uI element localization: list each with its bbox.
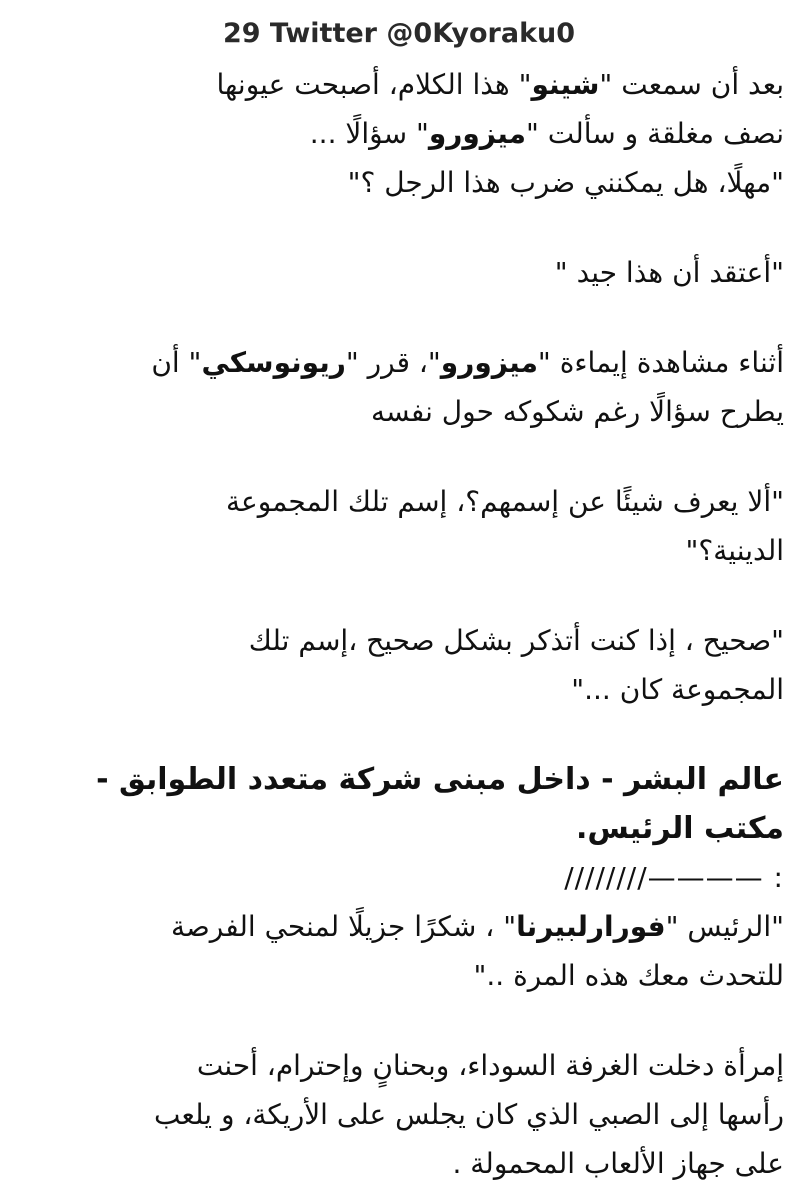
paragraph-gap (22, 207, 784, 248)
text-segment: الدينية؟" (685, 534, 784, 567)
text-line (22, 951, 784, 1000)
text-line (22, 616, 784, 665)
text-segment: "صحيح ، إذا كنت أتذكر بشكل صحيح ،إسم تلك (248, 624, 784, 657)
bold-name: ميزورو (428, 117, 526, 150)
text-line (22, 853, 784, 902)
scene-divider: ////////———— : (564, 861, 784, 894)
text-segment: رأسها إلى الصبي الذي كان يجلس على الأريكة، و يلعب (154, 1098, 784, 1131)
text-line (22, 1041, 784, 1090)
text-segment: أثناء مشاهدة إيماءة " (537, 346, 784, 379)
paragraph (22, 616, 784, 714)
text-segment: للتحدث معك هذه المرة .." (473, 959, 784, 992)
text-segment: " أن (151, 346, 202, 379)
paragraph-gap (22, 1000, 784, 1041)
text-line (22, 60, 784, 109)
paragraph (22, 1041, 784, 1188)
paragraph-gap (22, 436, 784, 477)
text-line (22, 1139, 784, 1188)
text-line (22, 1090, 784, 1139)
text-segment: يطرح سؤالًا رغم شكوكه حول نفسه (370, 395, 784, 428)
paragraph (22, 477, 784, 575)
text-segment: إمرأة دخلت الغرفة السوداء، وبحنانٍ وإحترام، أحنت (196, 1049, 784, 1082)
bold-name: ميزورو (440, 346, 538, 379)
paragraph-gap (22, 575, 784, 616)
text-line (22, 477, 784, 526)
bold-name: عالم البشر - داخل مبنى شركة متعدد الطوابق - (96, 762, 784, 797)
text-segment: "مهلًا، هل يمكنني ضرب هذا الرجل ؟" (347, 166, 784, 199)
text-line (22, 526, 784, 575)
text-line (22, 755, 784, 804)
story-text (22, 60, 784, 1188)
text-segment: نصف مغلقة و سألت " (525, 117, 784, 150)
text-line (22, 902, 784, 951)
text-segment: "أعتقد أن هذا جيد " (554, 256, 784, 289)
text-segment: "الرئيس " (665, 910, 784, 943)
paragraph (22, 60, 784, 207)
text-segment: على جهاز الألعاب المحمولة . (452, 1147, 784, 1180)
text-line (22, 387, 784, 436)
text-segment: " سؤالًا ... (309, 117, 429, 150)
text-segment: " هذا الكلام، أصبحت عيونها (216, 68, 532, 101)
text-segment: المجموعة كان ..." (571, 673, 784, 706)
text-segment: بعد أن سمعت " (599, 68, 784, 101)
text-line (22, 248, 784, 297)
paragraph (22, 338, 784, 436)
paragraph-gap (22, 714, 784, 755)
text-line (22, 338, 784, 387)
text-segment: "، قرر " (345, 346, 441, 379)
text-segment: " ، شكرًا جزيلًا لمنحي الفرصة (170, 910, 517, 943)
bold-name: ريونوسكي (201, 346, 346, 379)
bold-name: فورارلبيرنا (516, 910, 666, 943)
paragraph (22, 248, 784, 297)
text-line (22, 665, 784, 714)
text-line (22, 109, 784, 158)
text-line (22, 804, 784, 853)
bold-name: شينو (531, 68, 600, 101)
paragraph-gap (22, 297, 784, 338)
page-header-title: 29 Twitter @0Kyoraku0 (222, 18, 576, 49)
scene-heading-paragraph (22, 755, 784, 1000)
text-segment: "ألا يعرف شيئًا عن إسمهم؟، إسم تلك المجموعة (226, 485, 784, 518)
text-line (22, 158, 784, 207)
bold-name: مكتب الرئيس. (576, 811, 784, 846)
